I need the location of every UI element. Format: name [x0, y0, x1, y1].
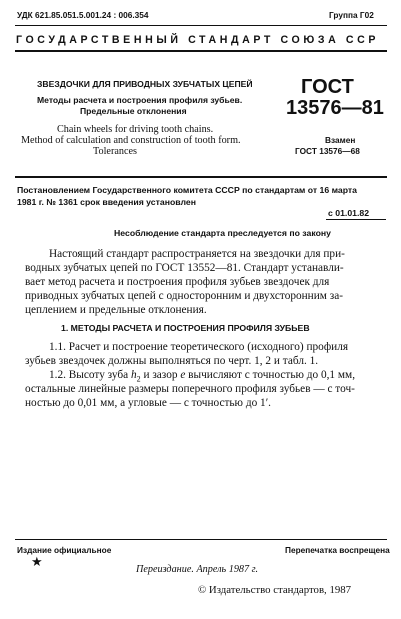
group-code: Группа Г02	[329, 10, 374, 20]
title-english-line-2: Method of calculation and construction of tooth form.	[21, 135, 241, 146]
gost-number: 13576—81	[286, 97, 384, 119]
decree-line-2: 1981 г. № 1361 срок введения установлен	[17, 197, 196, 207]
title-english-line-3: Tolerances	[93, 146, 137, 157]
banner-rule	[15, 50, 387, 52]
replaces-number: ГОСТ 13576—68	[295, 146, 360, 156]
udk-code: УДК 621.85.051.5.001.24 : 006.354	[17, 10, 149, 20]
clause-1-2-line	[49, 369, 355, 383]
copyright: © Издательство стандартов, 1987	[198, 584, 352, 596]
top-rule	[15, 25, 387, 26]
clause-text: вычисляют с точностью до 0,1 мм,	[185, 369, 356, 381]
effective-date: с 01.01.82	[328, 208, 370, 218]
intro-line: приводных зубчатых цепей с односторонним и двухсторонним за-	[25, 290, 343, 302]
replaces-label: Взамен	[325, 135, 356, 145]
intro-line: Настоящий стандарт распространяется на звездочки для при-	[49, 248, 345, 260]
legal-notice: Несоблюдение стандарта преследуется по закону	[114, 228, 331, 238]
official-edition: Издание официальное	[17, 545, 112, 555]
effective-date-underline	[326, 219, 386, 220]
clause-1-2-line: ностью до 0,01 мм, а угловые — с точностью до 1′.	[25, 397, 271, 409]
clause-text: 1.2. Высоту зуба	[49, 369, 131, 381]
tooth-height-subscript: 2	[136, 374, 141, 384]
intro-line: вает метод расчета и построения профиля зубьев звездочек для	[25, 276, 330, 288]
clause-text: и зазор	[140, 369, 181, 381]
gap-symbol: e	[180, 369, 186, 381]
title-russian: ЗВЕЗДОЧКИ ДЛЯ ПРИВОДНЫХ ЗУБЧАТЫХ ЦЕПЕЙ	[37, 79, 253, 89]
tooth-height-symbol: h	[130, 369, 137, 381]
star-icon: ★	[31, 554, 43, 569]
decree-line-1: Постановлением Государственного комитета СССР по стандартам от 16 марта	[17, 185, 358, 195]
clause-1-2-line: остальные линейные размеры поперечного профиля зубьев — с точ-	[25, 383, 355, 395]
reprint-notice: Перепечатка воспрещена	[285, 545, 390, 555]
subtitle-line-1: Методы расчета и построения профиля зубьев.	[37, 95, 243, 105]
section-heading: 1. МЕТОДЫ РАСЧЕТА И ПОСТРОЕНИЯ ПРОФИЛЯ ЗУБЬЕВ	[61, 323, 310, 333]
reissue-note: Переиздание. Апрель 1987 г.	[136, 564, 259, 575]
title-english-line-1: Chain wheels for driving tooth chains.	[57, 124, 214, 135]
intro-line: водных зубчатых цепей по ГОСТ 13552—81. Стандарт устанавли-	[25, 262, 344, 274]
title-block-rule	[15, 176, 387, 178]
footer-rule	[15, 539, 387, 540]
gost-label: ГОСТ	[301, 76, 354, 98]
clause-1-1-line: зубьев звездочек должны выполняться по черт. 1, 2 и табл. 1.	[25, 355, 319, 367]
intro-line: цеплением и предельные отклонения.	[25, 304, 207, 316]
clause-1-1-line: 1.1. Расчет и построение теоретического (исходного) профиля	[49, 341, 349, 353]
subtitle-line-2: Предельные отклонения	[80, 106, 187, 116]
state-standard-banner: ГОСУДАРСТВЕННЫЙ СТАНДАРТ СОЮЗА ССР	[16, 34, 380, 46]
